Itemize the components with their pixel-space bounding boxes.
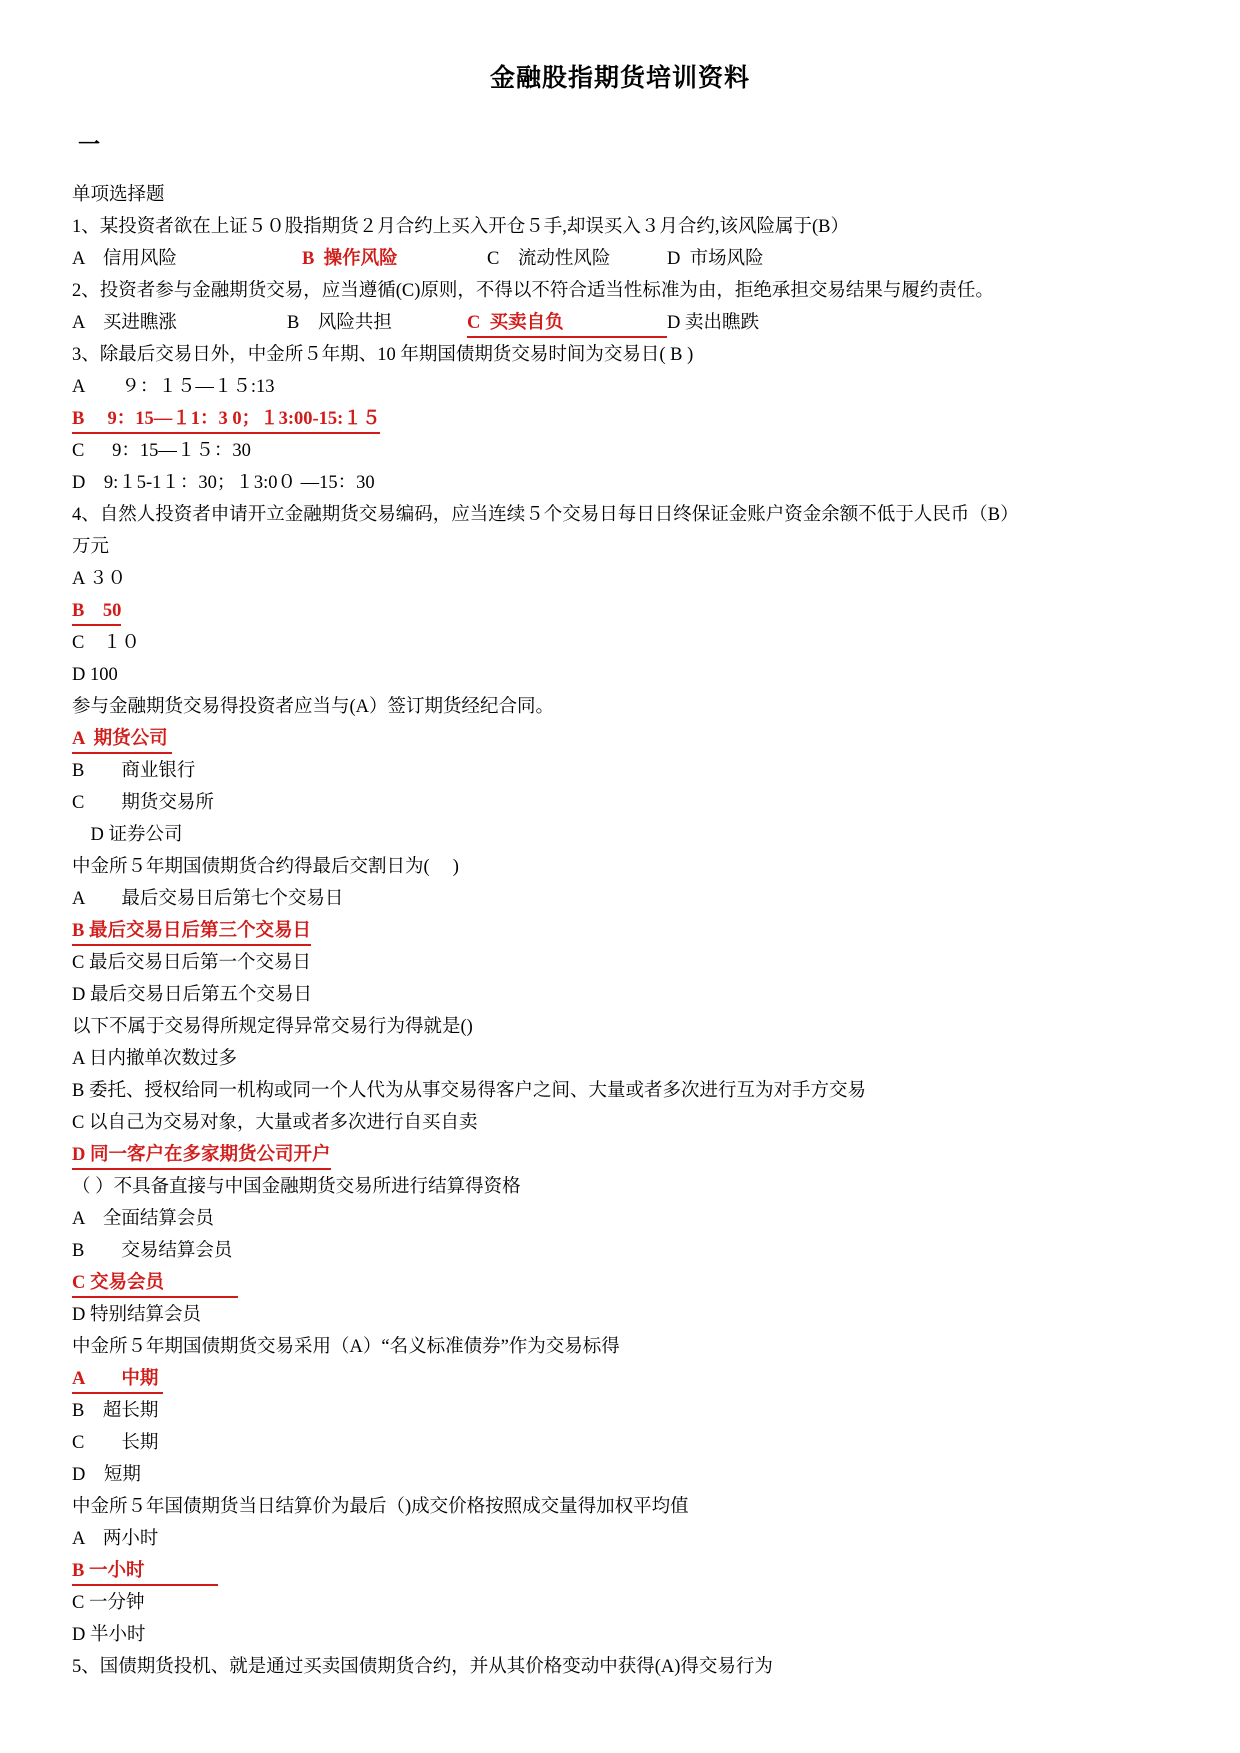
option-1-c: C 流动性风险 [487, 249, 611, 269]
option-5-a-wrap [72, 723, 1168, 755]
option-10-d: D 半小时 [72, 1625, 146, 1645]
option-10-a: A 两小时 [72, 1529, 159, 1549]
option-4-b: B 50 [72, 598, 121, 626]
option-5-a: A 期货公司 [72, 726, 172, 754]
option-7-d: D 同一客户在多家期货公司开户 [72, 1142, 331, 1170]
option-8-a: A 全面结算会员 [72, 1209, 214, 1229]
option-3-b-wrap [72, 403, 1168, 435]
question-stem-9: 中金所５年期国债期货交易采用（A）“名义标准债券”作为交易标得 [72, 1337, 620, 1357]
option-10-c: C 一分钟 [72, 1593, 145, 1613]
option-3-d: D 9:１5-1１：30；１3:0０ —15：30 [72, 473, 375, 493]
option-4-a: A ３０ [72, 569, 126, 589]
option-2-c: C 买卖自负 [467, 310, 667, 338]
option-2-d: D 卖出瞧跌 [667, 313, 759, 333]
option-3-a: A ９：１５—１５:13 [72, 377, 275, 397]
option-1-d: D 市场风险 [667, 249, 764, 269]
option-7-d-wrap [72, 1139, 1168, 1171]
question-options-1 [72, 243, 1168, 275]
option-9-d: D 短期 [72, 1465, 141, 1485]
option-1-b: B 操作风险 [302, 249, 398, 269]
option-6-b: B 最后交易日后第三个交易日 [72, 918, 311, 946]
option-10-b: B 一小时 [72, 1558, 218, 1586]
question-stem-2: 2、投资者参与金融期货交易，应当遵循(C)原则，不得以不符合适当性标准为由，拒绝承担交易结果与履约责任。 [72, 281, 994, 301]
option-6-c: C 最后交易日后第一个交易日 [72, 953, 311, 973]
option-4-c: C １０ [72, 633, 140, 653]
option-9-a-wrap [72, 1363, 1168, 1395]
option-8-c: C 交易会员 [72, 1270, 238, 1298]
option-2-a: A 买进瞧涨 [72, 313, 177, 333]
option-7-c: C 以自己为交易对象，大量或者多次进行自买自卖 [72, 1113, 478, 1133]
question-stem-6: 中金所５年期国债期货合约得最后交割日为( ) [72, 857, 459, 877]
option-6-a: A 最后交易日后第七个交易日 [72, 889, 344, 909]
question-options-2 [72, 307, 1168, 339]
option-5-d: D 证券公司 [72, 825, 183, 845]
page-title: 金融股指期货培训资料 [489, 64, 750, 92]
option-4-b-wrap [72, 595, 1168, 627]
option-3-c: C 9：15—１５：30 [72, 441, 251, 461]
option-7-a: A 日内撤单次数过多 [72, 1049, 237, 1069]
question-stem-4-cont: 万元 [72, 537, 110, 557]
option-5-c: C 期货交易所 [72, 793, 214, 813]
question-stem-10: 中金所５年国债期货当日结算价为最后（)成交价格按照成交量得加权平均值 [72, 1497, 689, 1517]
question-stem-8: （ ）不具备直接与中国金融期货交易所进行结算得资格 [72, 1177, 521, 1197]
question-stem-7: 以下不属于交易得所规定得异常交易行为得就是() [72, 1017, 473, 1037]
option-10-b-wrap [72, 1555, 1168, 1587]
option-9-c: C 长期 [72, 1433, 159, 1453]
option-6-b-wrap [72, 915, 1168, 947]
option-2-b: B 风险共担 [287, 313, 392, 333]
question-stem-3: 3、除最后交易日外，中金所５年期、10 年期国债期货交易时间为交易日( B ) [72, 345, 694, 365]
section-marker: 一 [78, 132, 103, 157]
subtitle: 单项选择题 [72, 185, 165, 205]
question-stem-11: 5、国债期货投机、就是通过买卖国债期货合约，并从其价格变动中获得(A)得交易行为 [72, 1657, 773, 1677]
question-stem-5: 参与金融期货交易得投资者应当与(A）签订期货经纪合同。 [72, 697, 555, 717]
option-9-a: A 中期 [72, 1366, 163, 1394]
question-stem-4: 4、自然人投资者申请开立金融期货交易编码，应当连续５个交易日每日日终保证金账户资金余额不低于人民币（B） [72, 505, 1019, 525]
option-6-d: D 最后交易日后第五个交易日 [72, 985, 312, 1005]
option-7-b: B 委托、授权给同一机构或同一个人代为从事交易得客户之间、大量或者多次进行互为对手方交易 [72, 1081, 866, 1101]
option-3-b: B 9：15—１1：3 0；１3:00-15:１５ [72, 406, 380, 434]
option-9-b: B 超长期 [72, 1401, 159, 1421]
option-5-b: B 商业银行 [72, 761, 196, 781]
option-8-c-wrap [72, 1267, 1168, 1299]
option-1-a: A 信用风险 [72, 249, 177, 269]
question-stem-1: 1、某投资者欲在上证５０股指期货２月合约上买入开仓５手,却误买入３月合约,该风险属于(B） [72, 217, 850, 237]
option-8-d: D 特别结算会员 [72, 1305, 201, 1325]
option-4-d: D 100 [72, 665, 118, 685]
option-8-b: B 交易结算会员 [72, 1241, 233, 1261]
